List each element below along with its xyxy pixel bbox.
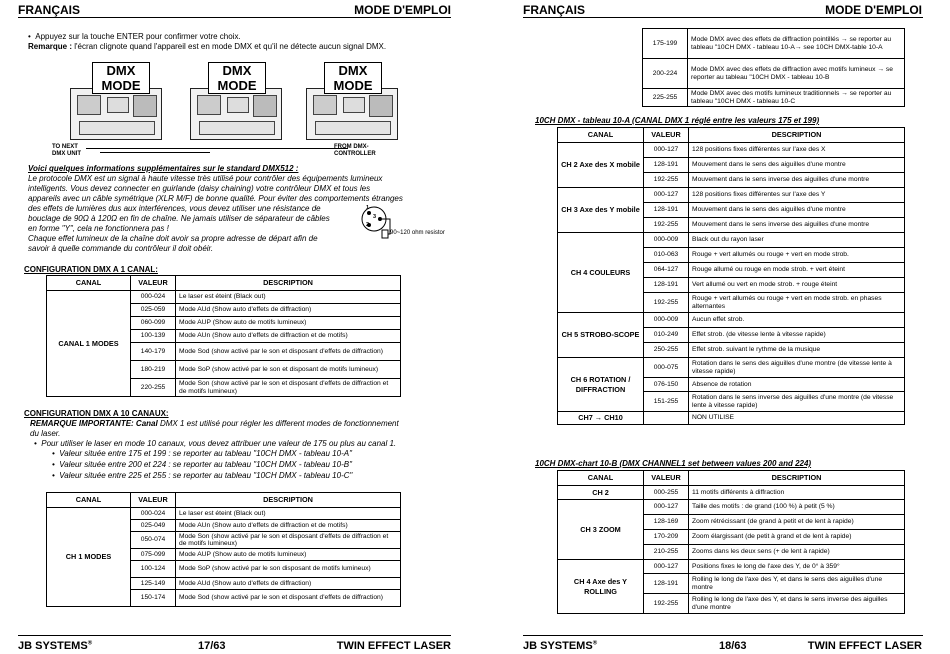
value-cell: 225-255: [643, 89, 688, 107]
col-valeur: VALEUR: [644, 128, 689, 143]
value-cell: 050-074: [131, 532, 176, 549]
intro-remark: Remarque : l'écran clignote quand l'appareil est en mode DMX et qu'il ne détecte aucun signal DMX.: [28, 42, 387, 51]
header-language: FRANÇAIS: [523, 3, 585, 17]
footer-page-number: 17/63: [198, 640, 226, 652]
value-cell: 025-059: [131, 304, 176, 317]
description-cell: Mode SoP (show activé par le son et disposant de motifs lumineux): [176, 361, 401, 379]
dmx512-title: Voici quelques informations supplémentaires sur le standard DMX512 :: [28, 164, 299, 173]
value-cell: 192-255: [644, 594, 689, 614]
channel-cell: CH 4 Axe des Y ROLLING: [558, 560, 644, 614]
description-cell: Mouvement dans le sens des aiguilles d'une montre: [689, 158, 905, 173]
value-cell: 128-191: [644, 278, 689, 293]
description-cell: Vert allumé ou vert en mode strob. + rouge éteint: [689, 278, 905, 293]
header-title: MODE D'EMPLOI: [354, 3, 451, 17]
config10-sub-1: • Valeur située entre 175 et 199 : se reporter au tableau "10CH DMX - tableau 10-A": [52, 449, 352, 458]
dmx512-line-3: appareils avec un câble symétrique (XLR M/F) de bonne qualité. Pour éviter des comportements étranges: [28, 194, 403, 203]
col-canal: CANAL: [558, 471, 644, 486]
footer-product: TWIN EFFECT LASER: [807, 640, 922, 652]
value-cell: 100-139: [131, 330, 176, 343]
description-cell: 128 positions fixes différentes sur l'axe des X: [689, 143, 905, 158]
table-row: [643, 59, 905, 89]
description-cell: Mouvement dans le sens inverse des aiguilles d'une montre: [689, 218, 905, 233]
value-cell: [644, 412, 689, 425]
col-canal: CANAL: [47, 276, 131, 291]
table-row: [558, 500, 905, 515]
dmx-mode-label-3: DMX MODE: [324, 62, 382, 94]
laser-unit-1: [70, 88, 162, 140]
value-cell: 000-024: [131, 291, 176, 304]
description-cell: Le laser est éteint (Black out): [176, 291, 401, 304]
footer-rule: [18, 635, 451, 636]
value-cell: 010-249: [644, 328, 689, 343]
dmx-mode-label-2: DMX MODE: [208, 62, 266, 94]
table-row: [643, 89, 905, 107]
table-10b: [557, 470, 905, 614]
description-cell: Mode DMX avec des effets de diffraction avec motifs lumineux → se reporter au tableau "10CH DMX - tableau 10-B: [688, 59, 905, 89]
description-cell: Black out du rayon laser: [689, 233, 905, 248]
table-header: [558, 471, 905, 486]
dmx512-line-5: bouclage de 90Ω à 120Ω en fin de chaîne. Ne jamais utiliser de séparateur de câbles: [28, 214, 330, 223]
description-cell: Mode AUP (Show auto de motifs lumineux): [176, 549, 401, 561]
footer-brand: JB SYSTEMS®: [18, 640, 93, 652]
value-cell: 128-191: [644, 158, 689, 173]
description-cell: Rolling le long de l'axe des Y, et dans le sens inverse des aiguilles d'une montre: [689, 594, 905, 614]
description-cell: Mode AUd (Show auto d'effets de diffraction): [176, 304, 401, 317]
table-row: [558, 143, 905, 158]
table-a-title: 10CH DMX - tableau 10-A (CANAL DMX 1 réglé entre les valeurs 175 et 199): [535, 116, 820, 125]
description-cell: Mode AUd (Show auto d'effets de diffraction): [176, 578, 401, 590]
table-row: [558, 358, 905, 378]
description-cell: Mode AUP (Show auto de motifs lumineux): [176, 317, 401, 330]
value-cell: 250-255: [644, 343, 689, 358]
value-cell: 192-255: [644, 218, 689, 233]
config10-bullet: • Pour utiliser le laser en mode 10 canaux, vous devez attribuer une valeur de 175 ou plus au canal 1.: [34, 439, 397, 448]
description-cell: Effet strob. suivant le rythme de la musique: [689, 343, 905, 358]
value-cell: 220-255: [131, 379, 176, 397]
col-valeur: VALEUR: [131, 276, 176, 291]
table-ch1-modes: [46, 492, 401, 607]
value-cell: 100-124: [131, 561, 176, 578]
xlr-pin-3: 3: [373, 214, 377, 220]
description-cell: Mode AUn (Show auto d'effets de diffraction et de motifs): [176, 330, 401, 343]
value-cell: 000-127: [644, 188, 689, 203]
description-cell: Le laser est éteint (Black out): [176, 508, 401, 520]
laser-unit-2: [190, 88, 282, 140]
value-cell: 175-199: [643, 29, 688, 59]
description-cell: 11 motifs différents à diffraction: [689, 486, 905, 500]
description-cell: Mode Sod (show activé par le son et disposant d'effets de diffraction): [176, 343, 401, 361]
value-cell: 075-099: [131, 549, 176, 561]
value-cell: 150-174: [131, 590, 176, 607]
description-cell: Taille des motifs : de grand (100 %) à petit (5 %): [689, 500, 905, 515]
value-cell: 151-255: [644, 392, 689, 412]
value-cell: 000-255: [644, 486, 689, 500]
description-cell: 128 positions fixes différentes sur l'axe des Y: [689, 188, 905, 203]
description-cell: Mode SoP (show activé par le son disposant de motifs lumineux): [176, 561, 401, 578]
table-row: [558, 188, 905, 203]
description-cell: Zoom rétrécissant (de grand à petit et de lent à rapide): [689, 515, 905, 530]
value-cell: 125-149: [131, 578, 176, 590]
description-cell: Positions fixes le long de l'axe des Y, de 0° à 359°: [689, 560, 905, 574]
value-cell: 000-127: [644, 143, 689, 158]
xlr-pin-1: 1: [366, 205, 370, 211]
resistor-label: 90~120 ohm resistor: [390, 230, 445, 236]
dmx512-line-6: en forme "Y", cela ne fonctionnera pas !: [28, 224, 169, 233]
value-cell: 000-009: [644, 233, 689, 248]
value-cell: 064-127: [644, 263, 689, 278]
value-cell: 140-179: [131, 343, 176, 361]
col-valeur: VALEUR: [131, 493, 176, 508]
header-language: FRANÇAIS: [18, 3, 80, 17]
description-cell: Rolling le long de l'axe des Y, et dans le sens des aiguilles d'une montre: [689, 574, 905, 594]
table-row: [558, 233, 905, 248]
description-cell: Mouvement dans le sens des aiguilles d'une montre: [689, 203, 905, 218]
footer-rule: [523, 635, 923, 636]
value-cell: 000-024: [131, 508, 176, 520]
table-row: [47, 291, 401, 304]
dmx512-line-2: intelligents. Vous devez connecter en guirlande (daisy chaining) votre contrôleur DMX et tous les: [28, 184, 371, 193]
laser-unit-3: [306, 88, 398, 140]
value-cell: 010-063: [644, 248, 689, 263]
config10-sub-2: • Valeur située entre 200 et 224 : se reporter au tableau "10CH DMX - tableau 10-B": [52, 460, 352, 469]
value-cell: 000-127: [644, 500, 689, 515]
col-canal: CANAL: [47, 493, 131, 508]
dmx-cable: [86, 148, 348, 149]
channel-cell: CH 1 MODES: [47, 508, 131, 607]
right-page: [475, 0, 950, 654]
table-row: [558, 560, 905, 574]
header-rule: [18, 17, 451, 18]
description-cell: Mode Son (show activé par le son et disposant d'effets de diffraction et de motifs lumineux): [176, 532, 401, 549]
config10-sub-3: • Valeur située entre 225 et 255 : se reporter au tableau "10CH DMX - tableau 10-C": [52, 471, 353, 480]
description-cell: Zoom élargissant (de petit à grand et de lent à rapide): [689, 530, 905, 545]
value-cell: 180-219: [131, 361, 176, 379]
value-cell: 000-009: [644, 313, 689, 328]
value-cell: 128-169: [644, 515, 689, 530]
col-description: DESCRIPTION: [689, 128, 905, 143]
channel-cell: CH 3 ZOOM: [558, 500, 644, 560]
footer-brand: JB SYSTEMS®: [523, 640, 598, 652]
value-cell: 000-075: [644, 358, 689, 378]
value-cell: 000-127: [644, 560, 689, 574]
dmx512-line-8: savoir à quelle commande du contrôleur il doit obéir.: [28, 244, 214, 253]
header-title: MODE D'EMPLOI: [825, 3, 922, 17]
col-canal: CANAL: [558, 128, 644, 143]
description-cell: Mode DMX avec des effets de diffraction pointillés → se reporter au tableau "10CH DMX - tableau 10-A→ see 10CH DMX-table 10-A: [688, 29, 905, 59]
channel-cell: CH 4 COULEURS: [558, 233, 644, 313]
description-cell: Rouge allumé ou rouge en mode strob. + vert éteint: [689, 263, 905, 278]
channel-cell: CANAL 1 MODES: [47, 291, 131, 397]
table-row: [47, 508, 401, 520]
channel-cell: CH7 → CH10: [558, 412, 644, 425]
col-description: DESCRIPTION: [176, 493, 401, 508]
value-cell: 210-255: [644, 545, 689, 560]
value-cell: 060-099: [131, 317, 176, 330]
table-mode-select: [642, 28, 905, 107]
config10-remark-line2: du laser.: [30, 429, 61, 438]
dmx512-line-4: des effets de lumières dus aux interférences, vous devez utiliser une résistance de: [28, 204, 321, 213]
from-controller-label: FROM DMX-CONTROLLER: [334, 144, 376, 157]
description-cell: Rotation dans le sens des aiguilles d'une montre (de vitesse lente à vitesse rapide): [689, 358, 905, 378]
value-cell: 192-255: [644, 173, 689, 188]
description-cell: Aucun effet strob.: [689, 313, 905, 328]
table-row: [558, 486, 905, 500]
table-header: [558, 128, 905, 143]
xlr-pin-2: 2: [366, 222, 370, 228]
description-cell: Mouvement dans le sens inverse des aiguilles d'une montre: [689, 173, 905, 188]
value-cell: 192-255: [644, 293, 689, 313]
col-description: DESCRIPTION: [689, 471, 905, 486]
table-row: [558, 313, 905, 328]
table-header: [47, 493, 401, 508]
description-cell: Effet strob. (de vitesse lente à vitesse rapide): [689, 328, 905, 343]
table-header: [47, 276, 401, 291]
table-1-canal: [46, 275, 401, 397]
value-cell: 128-191: [644, 574, 689, 594]
table-row: [558, 412, 905, 425]
channel-cell: CH 5 STROBO-SCOPE: [558, 313, 644, 358]
table-b-title: 10CH DMX-chart 10-B (DMX CHANNEL1 set between values 200 and 224): [535, 459, 812, 468]
footer-product: TWIN EFFECT LASER: [336, 640, 451, 652]
dmx512-line-1: Le protocole DMX est un signal à haute vitesse très utilisé pour contrôler des équipements lumineux: [28, 174, 383, 183]
description-cell: NON UTILISE: [689, 412, 905, 425]
table-10a: [557, 127, 905, 425]
config10-remark: REMARQUE IMPORTANTE: Canal DMX 1 est utilisé pour régler les different modes de fonctionnement: [30, 419, 399, 428]
description-cell: Rouge + vert allumés ou rouge + vert en mode strob.: [689, 248, 905, 263]
description-cell: Zooms dans les deux sens (+ de lent à rapide): [689, 545, 905, 560]
description-cell: Rotation dans le sens inverse des aiguilles d'une montre (de vitesse lente à vitesse rapide): [689, 392, 905, 412]
value-cell: 128-191: [644, 203, 689, 218]
value-cell: 025-049: [131, 520, 176, 532]
channel-cell: CH 6 ROTATION / DIFFRACTION: [558, 358, 644, 412]
description-cell: Absence de rotation: [689, 378, 905, 392]
dmx-cable-2: [100, 152, 210, 153]
footer-page-number: 18/63: [719, 640, 747, 652]
config1-title: CONFIGURATION DMX A 1 CANAL:: [24, 265, 158, 274]
value-cell: 200-224: [643, 59, 688, 89]
description-cell: Mode Son (show activé par le son et disposant d'effets de diffraction et de motifs lumineux): [176, 379, 401, 397]
description-cell: Rouge + vert allumés ou rouge + vert en mode strob. en phases alternantes: [689, 293, 905, 313]
header-rule: [523, 17, 923, 18]
channel-cell: CH 3 Axe des Y mobile: [558, 188, 644, 233]
description-cell: Mode DMX avec des motifs lumineux traditionnels → se reporter au tableau "10CH DMX - tableau 10-C: [688, 89, 905, 107]
channel-cell: CH 2: [558, 486, 644, 500]
description-cell: Mode AUn (Show auto d'effets de diffraction et de motifs): [176, 520, 401, 532]
channel-cell: CH 2 Axe des X mobile: [558, 143, 644, 188]
col-description: DESCRIPTION: [176, 276, 401, 291]
table-row: [643, 29, 905, 59]
value-cell: 076-150: [644, 378, 689, 392]
dmx512-line-7: Chaque effet lumineux de la chaîne doit avoir sa propre adresse de départ afin de: [28, 234, 318, 243]
intro-bullet: • Appuyez sur la touche ENTER pour confirmer votre choix.: [28, 32, 241, 41]
col-valeur: VALEUR: [644, 471, 689, 486]
description-cell: Mode Sod (show activé par le son et disposant d'effets de diffraction): [176, 590, 401, 607]
to-next-unit-label: TO NEXT DMX UNIT: [52, 144, 81, 157]
value-cell: 170-209: [644, 530, 689, 545]
dmx-mode-label-1: DMX MODE: [92, 62, 150, 94]
config10-title: CONFIGURATION DMX A 10 CANAUX:: [24, 409, 169, 418]
